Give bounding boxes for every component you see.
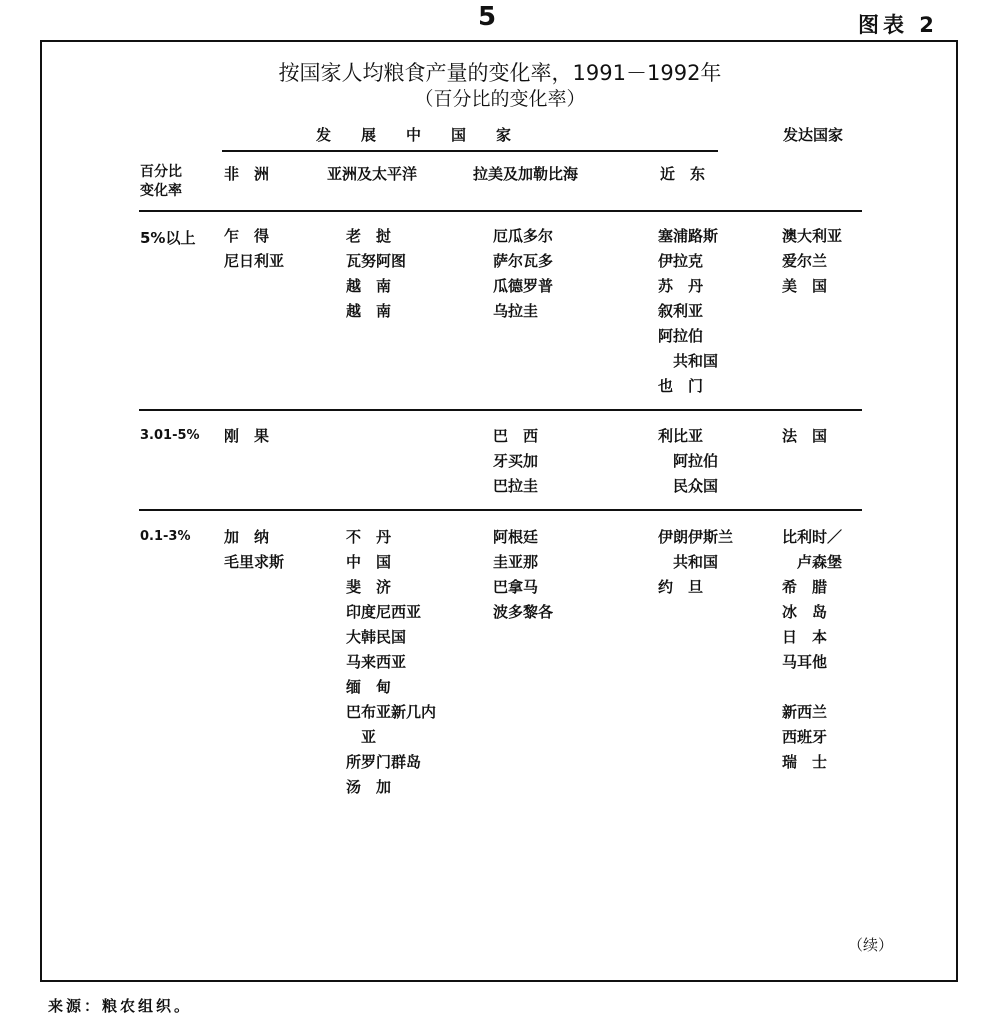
country-name: 共和国 <box>658 352 719 370</box>
country-name: 苏 丹 <box>658 277 704 295</box>
country-name: 牙买加 <box>493 452 539 470</box>
country-name: 中 国 <box>346 553 392 571</box>
country-name <box>782 675 842 700</box>
country-name: 巴 西 <box>493 427 539 445</box>
row-latin-america-countries <box>493 224 553 324</box>
country-name: 利比亚 <box>658 427 704 445</box>
country-name: 马耳他 <box>782 653 828 671</box>
row-divider-rule <box>139 509 862 511</box>
row-near-east-countries <box>658 525 733 600</box>
country-name: 爱尔兰 <box>782 252 828 270</box>
row-africa-countries <box>224 525 284 575</box>
figure-label: 图表 2 <box>858 13 938 37</box>
country-name: 西班牙 <box>782 728 828 746</box>
row-divider-rule <box>139 409 862 411</box>
country-name: 共和国 <box>658 553 719 571</box>
country-name: 希 腊 <box>782 578 828 596</box>
developing-countries-header: 发 展 中 国 家 <box>316 126 512 144</box>
country-name: 比利时／ <box>782 528 843 546</box>
country-name: 美 国 <box>782 277 828 295</box>
country-name: 阿拉伯 <box>658 327 704 345</box>
country-name: 圭亚那 <box>493 553 539 571</box>
country-name: 巴布亚新几内 <box>346 703 437 721</box>
rate-header-line1: 百分比 <box>140 164 182 180</box>
country-name: 不 丹 <box>346 528 392 546</box>
rate-column-header <box>140 163 182 201</box>
developing-header-rule <box>222 150 718 152</box>
rate-header-line2: 变化率 <box>140 183 182 199</box>
page-number: 5 <box>478 2 497 32</box>
asia-pacific-column-header: 亚洲及太平洋 <box>327 165 418 183</box>
country-name: 阿根廷 <box>493 528 539 546</box>
country-name: 也 门 <box>658 377 704 395</box>
country-name: 斐 济 <box>346 578 392 596</box>
header-bottom-rule <box>139 210 862 212</box>
country-name: 刚 果 <box>224 427 270 445</box>
table-title: 按国家人均粮食产量的变化率，1991－1992年 <box>278 61 722 85</box>
country-name: 日 本 <box>782 628 828 646</box>
country-name: 亚 <box>346 728 377 746</box>
latin-america-column-header: 拉美及加勒比海 <box>473 165 579 183</box>
country-name: 乍 得 <box>224 227 270 245</box>
row-rate-label: 3.01-5% <box>140 428 200 443</box>
country-name: 乌拉圭 <box>493 302 539 320</box>
row-near-east-countries <box>658 424 718 499</box>
country-name: 伊朗伊斯兰 <box>658 528 734 546</box>
country-name: 马来西亚 <box>346 653 407 671</box>
continued-note: （续） <box>848 936 894 954</box>
country-name: 瑞 士 <box>782 753 828 771</box>
country-name: 毛里求斯 <box>224 553 285 571</box>
row-africa-countries <box>224 424 269 449</box>
country-name: 瓦努阿图 <box>346 252 407 270</box>
country-name: 萨尔瓦多 <box>493 252 554 270</box>
row-latin-america-countries <box>493 525 553 625</box>
country-name: 新西兰 <box>782 703 828 721</box>
country-name: 约 旦 <box>658 578 704 596</box>
africa-column-header: 非 洲 <box>224 165 270 183</box>
country-name: 越 南 <box>346 302 392 320</box>
country-name: 汤 加 <box>346 778 392 796</box>
row-asia-pacific-countries <box>346 224 406 324</box>
country-name: 澳大利亚 <box>782 227 843 245</box>
row-africa-countries <box>224 224 284 274</box>
country-name: 厄瓜多尔 <box>493 227 554 245</box>
country-name: 加 纳 <box>224 528 270 546</box>
country-name: 卢森堡 <box>782 553 843 571</box>
country-name: 尼日利亚 <box>224 252 285 270</box>
row-developed-countries <box>782 424 827 449</box>
country-name: 叙利亚 <box>658 302 704 320</box>
row-rate-label: 5%以上 <box>140 229 196 247</box>
near-east-column-header: 近 东 <box>660 165 706 183</box>
country-name: 大韩民国 <box>346 628 407 646</box>
row-near-east-countries <box>658 224 718 399</box>
country-name: 法 国 <box>782 427 828 445</box>
row-developed-countries <box>782 224 842 299</box>
country-name: 瓜德罗普 <box>493 277 554 295</box>
country-name: 冰 岛 <box>782 603 828 621</box>
country-name: 所罗门群岛 <box>346 753 422 771</box>
country-name: 阿拉伯 <box>658 452 719 470</box>
row-developed-countries <box>782 525 842 775</box>
table-subtitle: （百分比的变化率） <box>414 88 586 110</box>
country-name: 巴拿马 <box>493 578 539 596</box>
developed-countries-header: 发达国家 <box>783 126 844 144</box>
source-note: 来源：粮农组织。 <box>48 997 193 1015</box>
row-rate-label: 0.1-3% <box>140 529 191 544</box>
country-name: 缅 甸 <box>346 678 392 696</box>
row-asia-pacific-countries <box>346 525 436 800</box>
country-name: 波多黎各 <box>493 603 554 621</box>
country-name: 越 南 <box>346 277 392 295</box>
country-name: 塞浦路斯 <box>658 227 719 245</box>
country-name: 民众国 <box>658 477 719 495</box>
country-name: 印度尼西亚 <box>346 603 422 621</box>
row-latin-america-countries <box>493 424 538 499</box>
country-name: 老 挝 <box>346 227 392 245</box>
country-name: 巴拉圭 <box>493 477 539 495</box>
country-name: 伊拉克 <box>658 252 704 270</box>
